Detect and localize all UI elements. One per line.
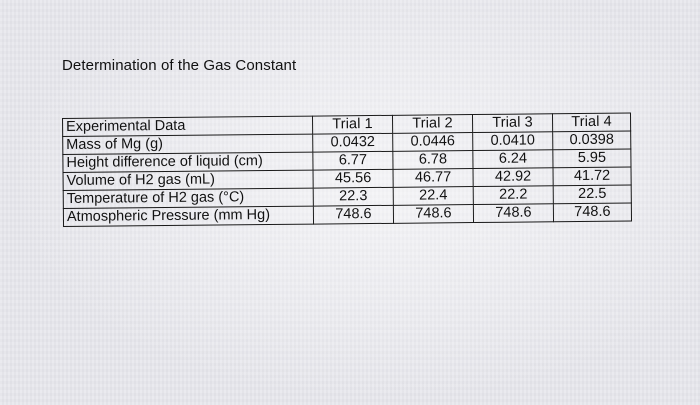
- header-cell-trial-3: Trial 3: [472, 114, 552, 133]
- table-cell: 0.0432: [313, 133, 393, 152]
- table-cell: 0.0446: [393, 133, 473, 152]
- table-cell: 41.72: [553, 167, 631, 186]
- table-cell: 6.78: [393, 151, 473, 170]
- table-cell: 0.0398: [553, 131, 631, 150]
- table-cell: 45.56: [313, 169, 393, 188]
- experimental-data-table: [62, 113, 632, 227]
- table-cell: 748.6: [393, 205, 473, 224]
- row-label: Atmospheric Pressure (mm Hg): [63, 206, 313, 226]
- header-cell-experimental-data: Experimental Data: [63, 116, 313, 136]
- table-cell: 46.77: [393, 169, 473, 188]
- row-label: Height difference of liquid (cm): [63, 152, 313, 172]
- row-label: Temperature of H2 gas (°C): [63, 188, 313, 208]
- row-label: Volume of H2 gas (mL): [63, 170, 313, 190]
- table-cell: 748.6: [553, 203, 631, 222]
- table-cell: 5.95: [553, 149, 631, 168]
- table-cell: 22.2: [473, 186, 553, 205]
- table-cell: 22.3: [313, 187, 393, 206]
- table-cell: 42.92: [473, 168, 553, 187]
- table-cell: 6.77: [313, 151, 393, 170]
- table-cell: 0.0410: [473, 132, 553, 151]
- header-cell-trial-2: Trial 2: [392, 115, 472, 134]
- header-cell-trial-1: Trial 1: [312, 115, 392, 134]
- header-cell-trial-4: Trial 4: [552, 113, 630, 132]
- table-cell: 748.6: [473, 204, 553, 223]
- row-label: Mass of Mg (g): [63, 134, 313, 154]
- table-cell: 748.6: [313, 205, 393, 224]
- table-cell: 22.4: [393, 187, 473, 206]
- table-cell: 6.24: [473, 150, 553, 169]
- document-title: Determination of the Gas Constant: [62, 57, 297, 74]
- table-cell: 22.5: [553, 185, 631, 204]
